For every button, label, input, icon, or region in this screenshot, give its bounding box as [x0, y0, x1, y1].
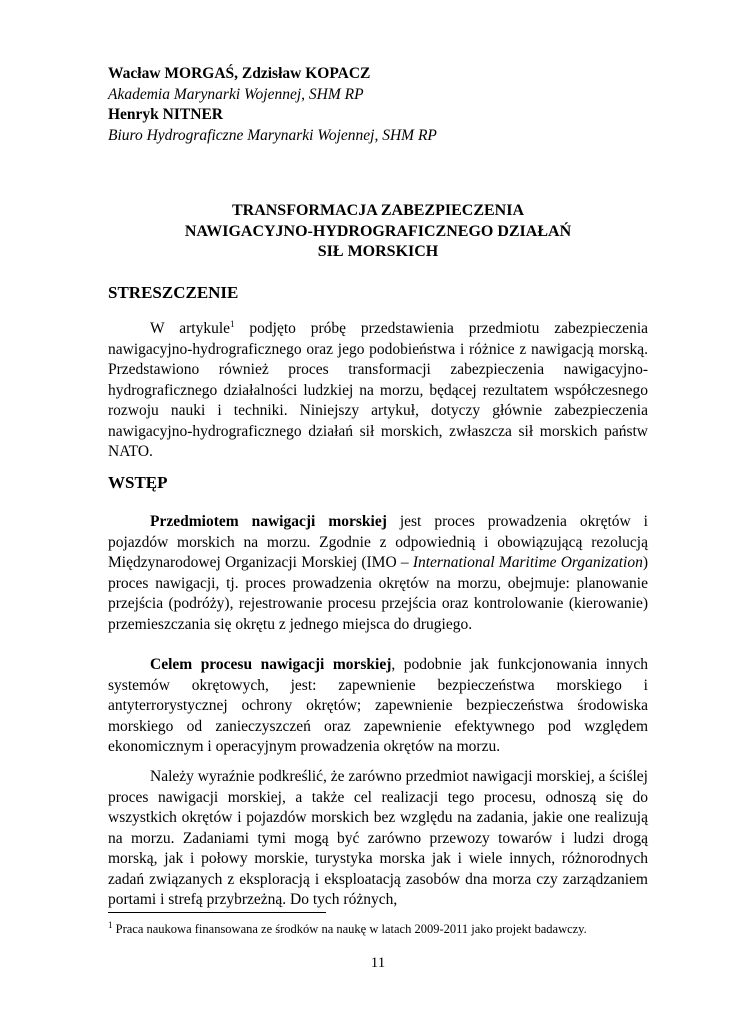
intro-heading: WSTĘP [108, 473, 168, 492]
page-number: 11 [370, 955, 386, 971]
footnote [108, 921, 648, 937]
title-line-2: NAWIGACYJNO-HYDROGRAFICZNEGO DZIAŁAŃ [184, 222, 572, 240]
author-affiliation-2: Biuro Hydrograficzne Marynarki Wojennej, SHM RP [108, 126, 437, 144]
intro-p1-bold: Przedmiotem nawigacji morskiej [150, 513, 387, 530]
intro-paragraph-1 [108, 512, 648, 635]
footnote-reference[interactable]: 1 [230, 318, 235, 329]
author-affiliation-1: Akademia Marynarki Wojennej, SHM RP [108, 85, 364, 103]
intro-paragraph-3: Należy wyraźnie podkreślić, że zarówno przedmiot nawigacji morskiej, a ściślej proces nawigacji morskiej, a także cel realizacji tego procesu, odnoszą się do wszystkich okrętów i pojazdów morskich bez względu na zadania, jakie one realizują na morzu. Zadaniami tymi mogą być zarówno przewozy towarów i ludzi drogą morską, jak i połowy morskie, turystyka morska jak i wiele innych, różnorodnych zadań związanych z eksploracją i eksploatacją zasobów dna morza czy zarządzaniem portami i strefą przybrzeżną. Do tych różnych, [108, 768, 648, 908]
abstract-paragraph [108, 319, 648, 463]
abstract-heading: STRESZCZENIE [108, 283, 239, 302]
abstract-text-rest: podjęto próbę przedstawienia przedmiotu zabezpieczenia nawigacyjno-hydrograficznego oraz jego podobieństwa i różnice z nawigacją morską. Przedstawiono również proces transformacji zabezpieczenia nawigacyjno-hydrograficznego działalności ludzkiej na morzu, będącej rezultatem współczesnego rozwoju nauki i techniki. Niniejszy artykuł, dotyczy głównie zabezpieczenia nawigacyjno-hydrograficznego działań sił morskich, zwłaszcza sił morskich państw NATO. [108, 320, 648, 460]
footnote-text: Praca naukowa finansowana ze środków na naukę w latach 2009-2011 jako projekt badawczy. [112, 922, 587, 936]
author-names-1: Wacław MORGAŚ, Zdzisław KOPACZ [108, 65, 371, 82]
intro-paragraph-2 [108, 655, 648, 758]
footnote-mark: 1 [108, 919, 113, 930]
intro-p1-italic: International Maritime Organization [412, 554, 643, 571]
intro-p2-text: , podobnie jak funkcjonowania innych systemów okrętowych, jest: zapewnienie bezpieczeństwa morskiego i antyterrorystycznej ochrony okrętów; zapewnienie bezpieczeństwa środowiska morskiego od zanieczyszczeń oraz zapewnienie efektywnego pod względem ekonomicznym i operacyjnym prowadzenia okrętów na morzu. [108, 656, 648, 755]
intro-p2-bold: Celem procesu nawigacji morskiej [150, 656, 392, 673]
title-line-3: SIŁ MORSKICH [317, 243, 439, 260]
paper-title [108, 201, 648, 263]
author-block [108, 64, 648, 146]
intro-p1-text-a: jest proces prowadzenia okrętów i pojazdów morskich na morzu. Zgodnie z odpowiednią i obowiązującą rezolucją Międzynarodowej Organizacji Morskiej (IMO – [108, 513, 648, 571]
author-names-2: Henryk NITNER [108, 106, 223, 123]
footnote-divider [108, 912, 326, 913]
intro-p1-text-b: ) proces nawigacji, tj. proces prowadzenia okrętów na morzu, obejmuje: planowanie przejścia (podróży), rejestrowanie procesu przejścia oraz kontrolowanie (kierowanie) przemieszczania się okrętu z jednego miejsca do drugiego. [108, 554, 648, 633]
title-line-1: TRANSFORMACJA ZABEZPIECZENIA [231, 202, 525, 219]
abstract-text-start: W artykule [150, 320, 231, 337]
